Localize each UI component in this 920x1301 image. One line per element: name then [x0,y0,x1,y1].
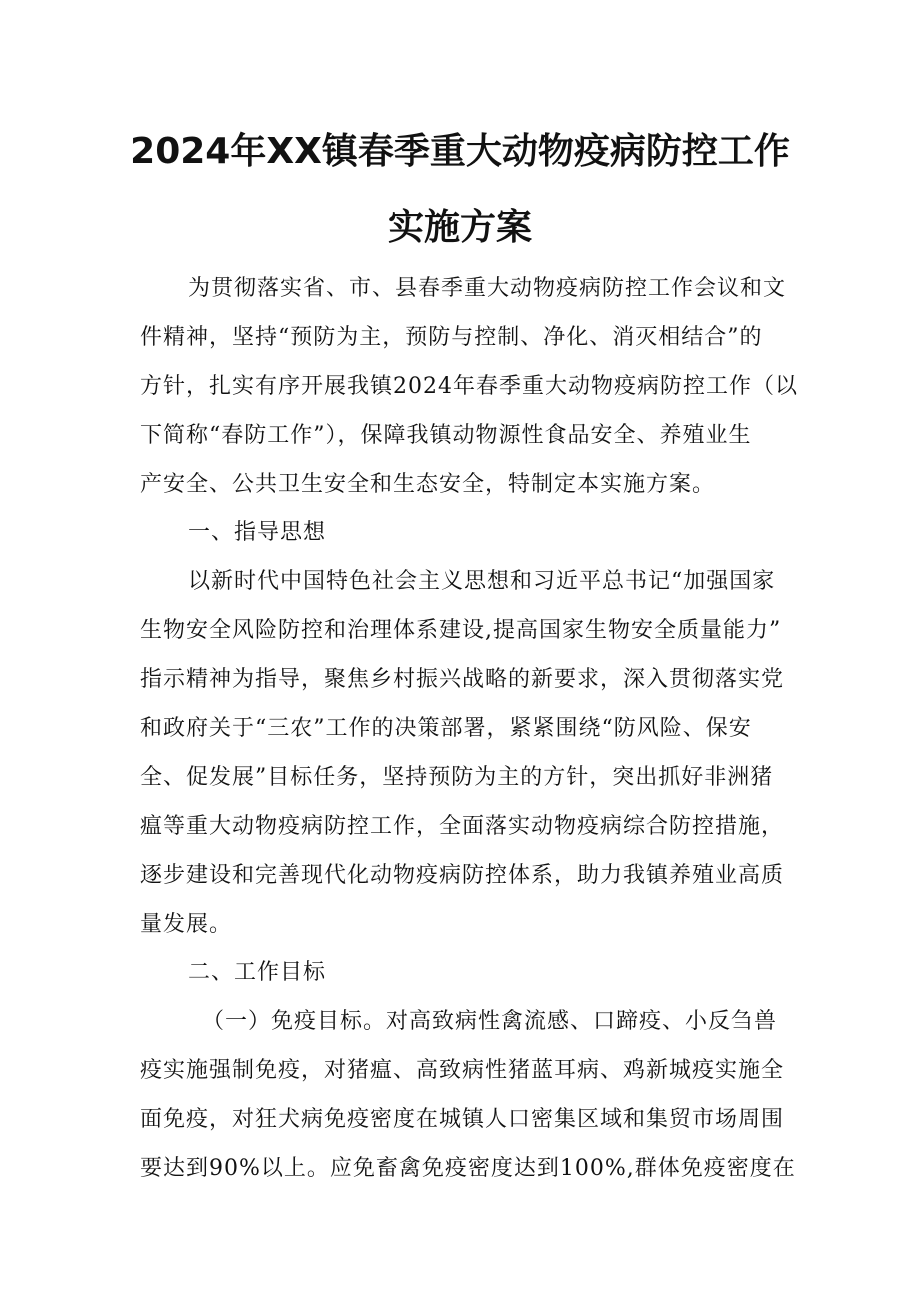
paragraph-line: 方针，扎实有序开展我镇2024年春季重大动物疫病防控工作（以 [140,374,798,399]
paragraph-line: 以新时代中国特色社会主义思想和习近平总书记“加强国家 [188,569,776,594]
paragraph-line: 逐步建设和完善现代化动物疫病防控体系，助力我镇养殖业高质 [140,863,785,888]
paragraph-line: （一）免疫目标。对高致病性禽流感、口蹄疫、小反刍兽 [202,1009,778,1034]
paragraph-line: 要达到90%以上。应免畜禽免疫密度达到100%,群体免疫密度在 [140,1156,796,1181]
paragraph-line: 疫实施强制免疫，对猪瘟、高致病性猪蓝耳病、鸡新城疫实施全 [140,1058,785,1083]
paragraph-line: 指示精神为指导，聚焦乡村振兴战略的新要求，深入贯彻落实党 [140,667,785,692]
document-title-line2: 实施方案 [387,207,532,248]
section2-heading: 二、工作目标 [188,960,327,985]
paragraph-line: 件精神，坚持“预防为主，预防与控制、净化、消灭相结合”的 [140,325,763,350]
intro-paragraph [140,264,798,509]
paragraph-line: 瘟等重大动物疫病防控工作，全面落实动物疫病综合防控措施， [140,814,785,839]
document-title-line1: 2024年XX镇春季重大动物疫病防控工作 [130,131,790,172]
paragraph-line: 面免疫，对狂犬病免疫密度在城镇人口密集区域和集贸市场周围 [140,1107,785,1132]
paragraph-line: 下简称“春防工作”），保障我镇动物源性食品安全、养殖业生 [140,423,752,448]
paragraph-line: 和政府关于“三农”工作的决策部署，紧紧围绕“防风险、保安 [140,716,752,741]
paragraph-line: 全、促发展”目标任务，坚持预防为主的方针，突出抓好非洲猪 [140,765,774,790]
paragraph-line: 产安全、公共卫生安全和生态安全，特制定本实施方案。 [140,472,716,497]
paragraph-line: 生物安全风险防控和治理体系建设,提高国家生物安全质量能力” [140,618,782,643]
paragraph-line: 为贯彻落实省、市、县春季重大动物疫病防控工作会议和文 [188,276,787,301]
section1-heading: 一、指导思想 [188,520,327,545]
section2-paragraph [140,997,796,1193]
section1-paragraph [140,557,790,949]
paragraph-line: 量发展。 [140,912,233,937]
